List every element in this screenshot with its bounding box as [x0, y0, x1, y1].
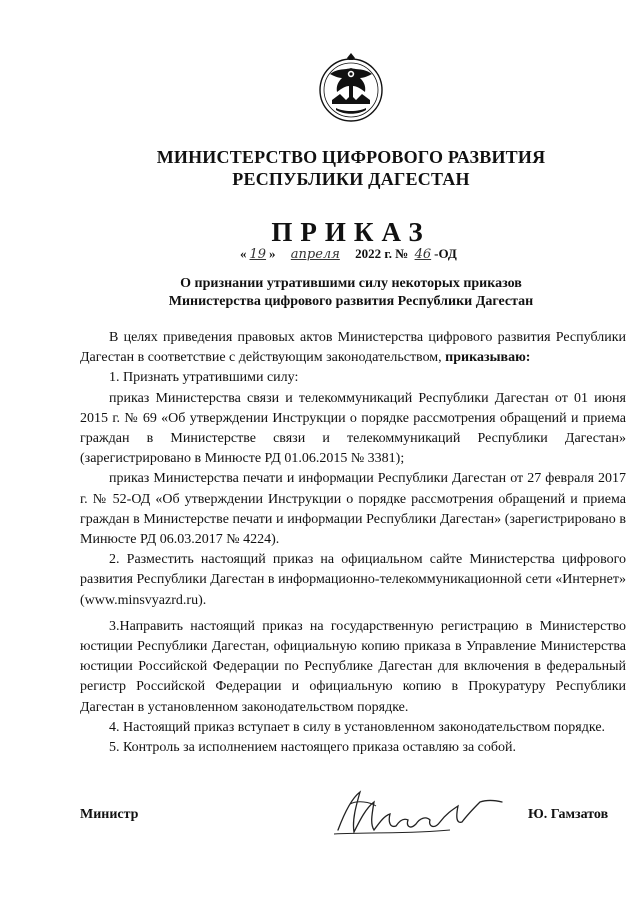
orders-word: приказываю:: [445, 350, 531, 366]
item4-paragraph: 4. Настоящий приказ вступает в силу в установленном законодательством порядке.: [109, 719, 606, 735]
preamble-text: В целях приведения правовых актов Министерства цифрового развития Республики Дагестан в соответствие с действующим законодательством,: [80, 330, 626, 366]
date-open-quote: «: [240, 246, 247, 261]
order-number-suffix: -ОД: [434, 246, 457, 261]
subject-line1: О признании утратившими силу некоторых приказов: [180, 276, 522, 291]
date-day: 19: [249, 247, 267, 262]
order-body: [80, 328, 626, 758]
date-close-quote: »: [269, 246, 276, 261]
item1-order-a: приказ Министерства связи и телекоммуникаций Республики Дагестан от 01 июня 2015 г. № 69 «Об утверждении Инструкции о порядке рассмотрения обращений и приема граждан в Министерстве связи и телекоммуникаций Республики Дагестан» (зарегистрировано в Минюсте РД 01.06.2015 № 3381);: [80, 390, 626, 467]
item2-paragraph: 2. Разместить настоящий приказ на официальном сайте Министерства цифрового развития Республики Дагестан в информационно-телекоммуникационной сети «Интернет» (www.minsvyazrd.ru).: [80, 552, 626, 608]
item1-order-b: приказ Министерства печати и информации Республики Дагестан от 27 февраля 2017 г. № 52-ОД «Об утверждении Инструкции о порядке рассмотрения обращений и приема граждан в Министерстве печати и информации Республики Дагестан» (зарегистрировано в Минюсте РД 06.03.2017 № 4224).: [80, 471, 626, 548]
subject-line2: Министерства цифрового развития Республики Дагестан: [168, 294, 534, 309]
order-number: 46: [414, 247, 432, 262]
item5-paragraph: 5. Контроль за исполнением настоящего приказа оставляю за собой.: [109, 740, 517, 756]
signatory-position: Министр: [80, 807, 139, 822]
order-date-number: [240, 244, 457, 266]
order-title: ПРИКАЗ: [271, 217, 431, 247]
ministry-name-line2: РЕСПУБЛИКИ ДАГЕСТАН: [232, 169, 470, 189]
handwritten-signature: [330, 784, 510, 844]
date-month: апреля: [290, 247, 340, 262]
item1-heading: 1. Признать утратившими силу:: [109, 370, 299, 386]
signatory-name: Ю. Гамзатов: [528, 807, 609, 822]
preamble-paragraph: [80, 328, 626, 368]
item3-paragraph: 3.Направить настоящий приказ на государственную регистрацию в Министерство юстиции Республики Дагестан, официальную копию приказа в Управление Министерства юстиции Российской Федерации по Республике Дагестан для включения в федеральный регистр Российской Федерации и официальную копию в Прокуратуру Республики Дагестан в установленном законодательством порядке.: [80, 618, 626, 715]
ministry-name-line1: МИНИСТЕРСТВО ЦИФРОВОГО РАЗВИТИЯ: [156, 147, 546, 167]
coat-of-arms-emblem: [318, 52, 384, 124]
number-label: №: [395, 246, 409, 261]
date-year: 2022 г.: [355, 246, 393, 261]
